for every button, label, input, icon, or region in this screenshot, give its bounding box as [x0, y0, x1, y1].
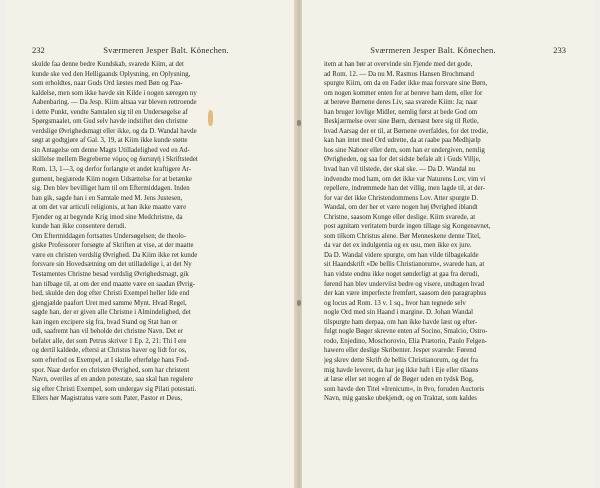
text-line: Om Eftermiddagen fortsattes Undersøgelsen; de theolo- — [32, 232, 187, 240]
text-line: at berøve Børnene deres Liv, saa svarede Kiim: Ja; naar — [324, 99, 478, 107]
text-line: som erholdtes, naar Guds Ord læstes med Bøn og Paa- — [32, 80, 183, 88]
text-line: der kan være imperfecte fremført, saasom den paragraphus — [324, 290, 487, 298]
text-line: for var det ikke Christendommens Lov. Atter spurgte D. — [324, 194, 479, 202]
text-line: skulde faa denne bedre Kundskab, svarede Kiim, at det — [32, 61, 184, 68]
text-line: søgt at godtgjøre af Gal. 3, 19, at Kiim ikke kunde støtte — [32, 137, 188, 145]
text-line: verdslige Øvrighedsmagt eller ikke, og da D. Wandal havde — [32, 127, 197, 135]
text-line: Spørgsmaalet, om Gud selv havde indstiftet den christne — [32, 118, 188, 126]
running-title: Sværmeren Jesper Balt. Könechen. — [103, 45, 229, 55]
text-line: hvad Aarsag der er til, at Børnene overfaldes, for det tredie, — [324, 127, 489, 135]
text-line: ad Rom. 12. — Da nu M. Rasmus Hansen Brochmand — [324, 70, 474, 78]
left-page-body — [32, 60, 272, 404]
text-line: sin Antagelse om denne Magts Utilladelighed ved en Ad- — [32, 146, 190, 154]
text-line: kunde ske ved den Helligaands Oplysning, en Oplysning, — [32, 70, 191, 78]
text-line: kan han intet med Ord udrette, da at raabe paa Medhjælp — [324, 137, 481, 145]
text-line: sig efter Christi Exempel, som undergav sig Pilati potestati. — [32, 385, 197, 393]
text-line: Ellers hør Magistratus være som Pater, Pastor et Deus, — [32, 395, 183, 403]
text-line: være en christen verdslig Øvrighed. Da Kiim ikke ret kunde — [32, 251, 198, 259]
text-line: gjengjælde paafort Uret med samme Mynt. Hvad Regel, — [32, 299, 187, 307]
text-line: da var det ex indulgentia og ex usu, men ikke ex jure. — [324, 242, 472, 250]
text-line: som efterlod os Exempel, at I skulle efterfølge hans Fod- — [32, 356, 189, 364]
text-line: udi, saafremt han vil beholde det christne Navn. Det er — [32, 328, 184, 336]
text-line: at læse eller set nogen af de Bøger uden en tydsk Bog, — [324, 376, 474, 384]
text-line: Wandal, om der her et være nogen høj Øvrighed iblandt — [324, 204, 478, 212]
binding-stitch — [297, 300, 301, 306]
text-line: Aabenbaring. — Da Jesp. Kiim altsaa var bleven rettroende — [32, 99, 197, 107]
text-line: indvendte mod ham, om det ikke var Naturens Lov, vim vi — [324, 175, 486, 183]
text-line: kan ingen excipere sig fra, hvad Stand og Stat han er — [32, 318, 178, 326]
text-line: sagde han, der er given alle Christne i Almindelighed, det — [32, 309, 191, 317]
text-line: befalet alle, det som Petrus skriver 1 Ep. 2, 21: Thi I ere — [32, 337, 187, 345]
text-line: han bruger lovlige Midler, nemlig først at bede God om — [324, 108, 478, 116]
text-line: forsvare sin Hovedsætning om det utilladelige i, at det Ny — [32, 261, 192, 269]
text-line: post agnitam veritatem burde ingen tillage sig Kongenavnet, — [324, 223, 491, 231]
text-line: han tilbage til, at om der end maatte være en saadan Øvrig- — [32, 280, 196, 288]
left-page-header — [6, 44, 296, 56]
right-page — [302, 0, 594, 488]
text-line: kunde han ikke consentere derudi. — [32, 223, 127, 231]
text-line: repellere, indrømmede han det villig, men lagde til, at der- — [324, 185, 486, 193]
paper-stain — [208, 110, 213, 126]
text-line: rodo, Enjedino, Moschorovio, Elia Prætorio, Paulo Felgen- — [324, 337, 488, 345]
binding-stitch — [297, 120, 301, 126]
text-line: i dette Punkt, vendte Samtalen sig til en Undersøgelse af — [32, 108, 188, 116]
page-number: 232 — [32, 45, 45, 55]
right-page-header — [302, 44, 594, 56]
text-line: hos sine Naboer eller dem, som han er undergiven, nemlig — [324, 146, 485, 154]
right-page-body — [324, 60, 570, 404]
text-line: hvad han vil tilstede, der skal ske. — Da D. Wandal nu — [324, 166, 476, 174]
text-line: sit Haandskrift »De bellis Christianorum«, svarede han, at — [324, 261, 485, 269]
text-line: Testamentes Christne besad verdslig Øvrighedsmagt, gik — [32, 271, 189, 279]
text-line: skillelse mellem Begreberne νόμος og διαταγή i Skriftstedet — [32, 156, 198, 164]
text-line: førend han blev underviist bedre og visere, undtagen hvad — [324, 280, 485, 288]
text-line: Beskjærmelse over sine Børn, dernæst bere sig til Retle, — [324, 118, 479, 126]
text-line: som havde den Titel »Irenicum«, in 8vo, foruden Auctoris — [324, 385, 485, 393]
text-line: Christne, saasom Konge eller deslige. Kiim svarede, at — [324, 213, 476, 221]
text-line: nogle Ord med sin Haand i margine. D. Johan Wandal — [324, 309, 474, 317]
running-title: Sværmeren Jesper Balt. Könechen. — [370, 45, 496, 55]
text-line: at om det var articuli religionis, at han ikke maatte være — [32, 204, 187, 212]
text-line: om nogen kommer enten for at berøve ham dem, eller for — [324, 89, 483, 97]
text-line: Navn, mig ganske ubekjendt, og en Traktat, som kaldes — [324, 395, 477, 403]
text-line: kaldelse, men som ikke havde sin Kilde i nogen særegen ny — [32, 89, 197, 97]
text-line: han gik, sagde han i en Samtale med M. Jens Justesen, — [32, 194, 183, 202]
text-line: jeg skrev dette Skrift de bellis Christianorum, og det fra — [324, 356, 478, 364]
page-number: 233 — [553, 45, 566, 55]
text-line: som tilkom Christus alene. Bør Menneskene denne Titel, — [324, 232, 481, 240]
text-line: sig. Den blev bevilliget ham til om Eftermiddagen. Inden — [32, 185, 190, 193]
text-line: gument, begjærede Kiim nogen Udsættelse for at betænke — [32, 175, 192, 183]
text-line: mig havde leveret, da har jeg ikke haft i Eje eller tilaans — [324, 366, 479, 374]
text-line: item at han bør at overvinde sin Fjende med det gode, — [324, 61, 473, 68]
text-line: Da D. Wandal videre spurgte, om han vilde tilbagekalde — [324, 251, 479, 259]
text-line: han vidste endnu ikke noget sønderligt at gaa fra derudi, — [324, 271, 480, 279]
text-line: og locus ad Rom. 13 v. 1 sq., hvor han tegnede selv — [324, 299, 466, 307]
left-page — [6, 0, 296, 488]
text-line: Øvrigheden, og saa for det sidste befale alt i Guds Villje, — [324, 156, 481, 164]
text-line: spor. Naar derfor en christen Øvrighed, som har christent — [32, 366, 190, 374]
text-line: Navn, overiles af en anden potestate, saa skal han regulere — [32, 376, 193, 384]
text-line: hawero eller deslige Skribenter. Jesper svarede: Førend — [324, 347, 477, 355]
text-line: hed, skulde den dog efter Christi Exempel heller lide end — [32, 290, 190, 298]
text-line: Rom. 13, 1—3, og derfor forlangte et andet kraftigere Ar- — [32, 166, 192, 174]
text-line: og dertil kaldede, eftersi at Christus haver og lidt for os, — [32, 347, 187, 355]
text-line: Fjender og at begynde Krig imod sine Medchristne, da — [32, 213, 183, 221]
text-line: fulgt nogle Bøger skrevne enten af Socino, Smalcio, Ostro- — [324, 328, 488, 336]
text-line: tilspurgte ham derpaa, om han ikke havde læst og efter- — [324, 318, 478, 326]
text-line: giske Professorer forsøgte af Skriften at vise, at der maatte — [32, 242, 194, 250]
text-line: spurgte Kiim, om da en Fader ikke maa forsvare sine Børn, — [324, 80, 488, 88]
